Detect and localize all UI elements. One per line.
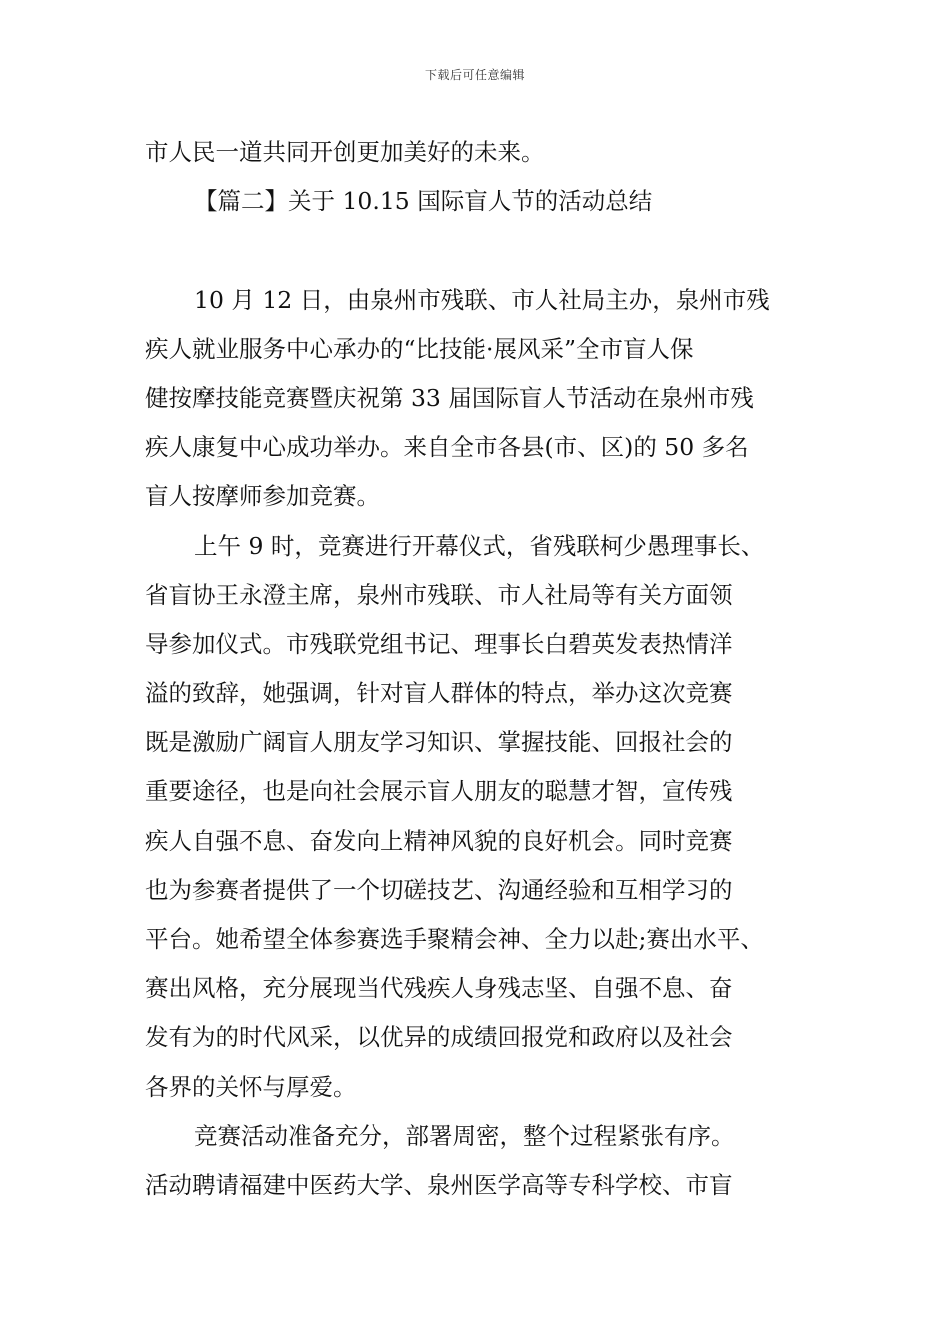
paragraph-line: 疾人自强不息、奋发向上精神风貌的良好机会。同时竞赛: [145, 826, 733, 855]
paragraph-line: 导参加仪式。市残联党组书记、理事长白碧英发表热情洋: [145, 629, 733, 658]
paragraph-line: 平台。她希望全体参赛选手聚精会神、全力以赴;赛出水平、: [145, 925, 764, 953]
paragraph-line: 重要途径，也是向社会展示盲人朋友的聪慧才智，宣传残: [145, 777, 733, 806]
paragraph-line: 健按摩技能竞赛暨庆祝第 33 届国际盲人节活动在泉州市残: [145, 383, 754, 412]
paragraph-line: 赛出风格，充分展现当代残疾人身残志坚、自强不息、奋: [145, 974, 733, 1003]
paragraph-line: 10 月 12 日，由泉州市残联、市人社局主办，泉州市残: [194, 285, 770, 314]
paragraph-line: 活动聘请福建中医药大学、泉州医学高等专科学校、市盲: [145, 1170, 733, 1199]
paragraph-line: 省盲协王永澄主席，泉州市残联、市人社局等有关方面领: [145, 580, 733, 609]
paragraph-line: 疾人就业服务中心承办的“比技能·展风采”全市盲人保: [145, 334, 694, 363]
paragraph-line: 盲人按摩师参加竞赛。: [145, 482, 380, 511]
paragraph-line: 疾人康复中心成功举办。来自全市各县(市、区)的 50 多名: [145, 433, 749, 462]
paragraph-line: 各界的关怀与厚爱。: [145, 1072, 357, 1101]
paragraph-line: 发有为的时代风采，以优异的成绩回报党和政府以及社会: [145, 1023, 733, 1052]
section-heading: 【篇二】关于 10.15 国际盲人节的活动总结: [194, 187, 653, 216]
page-header-note: 下载后可任意编辑: [424, 68, 525, 82]
paragraph-line: 既是激励广阔盲人朋友学习知识、掌握技能、回报社会的: [145, 728, 733, 757]
paragraph-line: 溢的致辞，她强调，针对盲人群体的特点，举办这次竞赛: [145, 679, 733, 708]
blank-line: [145, 226, 810, 275]
document-body: [145, 128, 810, 1210]
paragraph-line: 竞赛活动准备充分，部署周密，整个过程紧张有序。: [194, 1121, 735, 1150]
paragraph-line: 上午 9 时，竞赛进行开幕仪式，省残联柯少愚理事长、: [194, 531, 765, 560]
paragraph-line: 市人民一道共同开创更加美好的未来。: [145, 138, 545, 166]
paragraph-line: 也为参赛者提供了一个切磋技艺、沟通经验和互相学习的: [145, 875, 733, 904]
